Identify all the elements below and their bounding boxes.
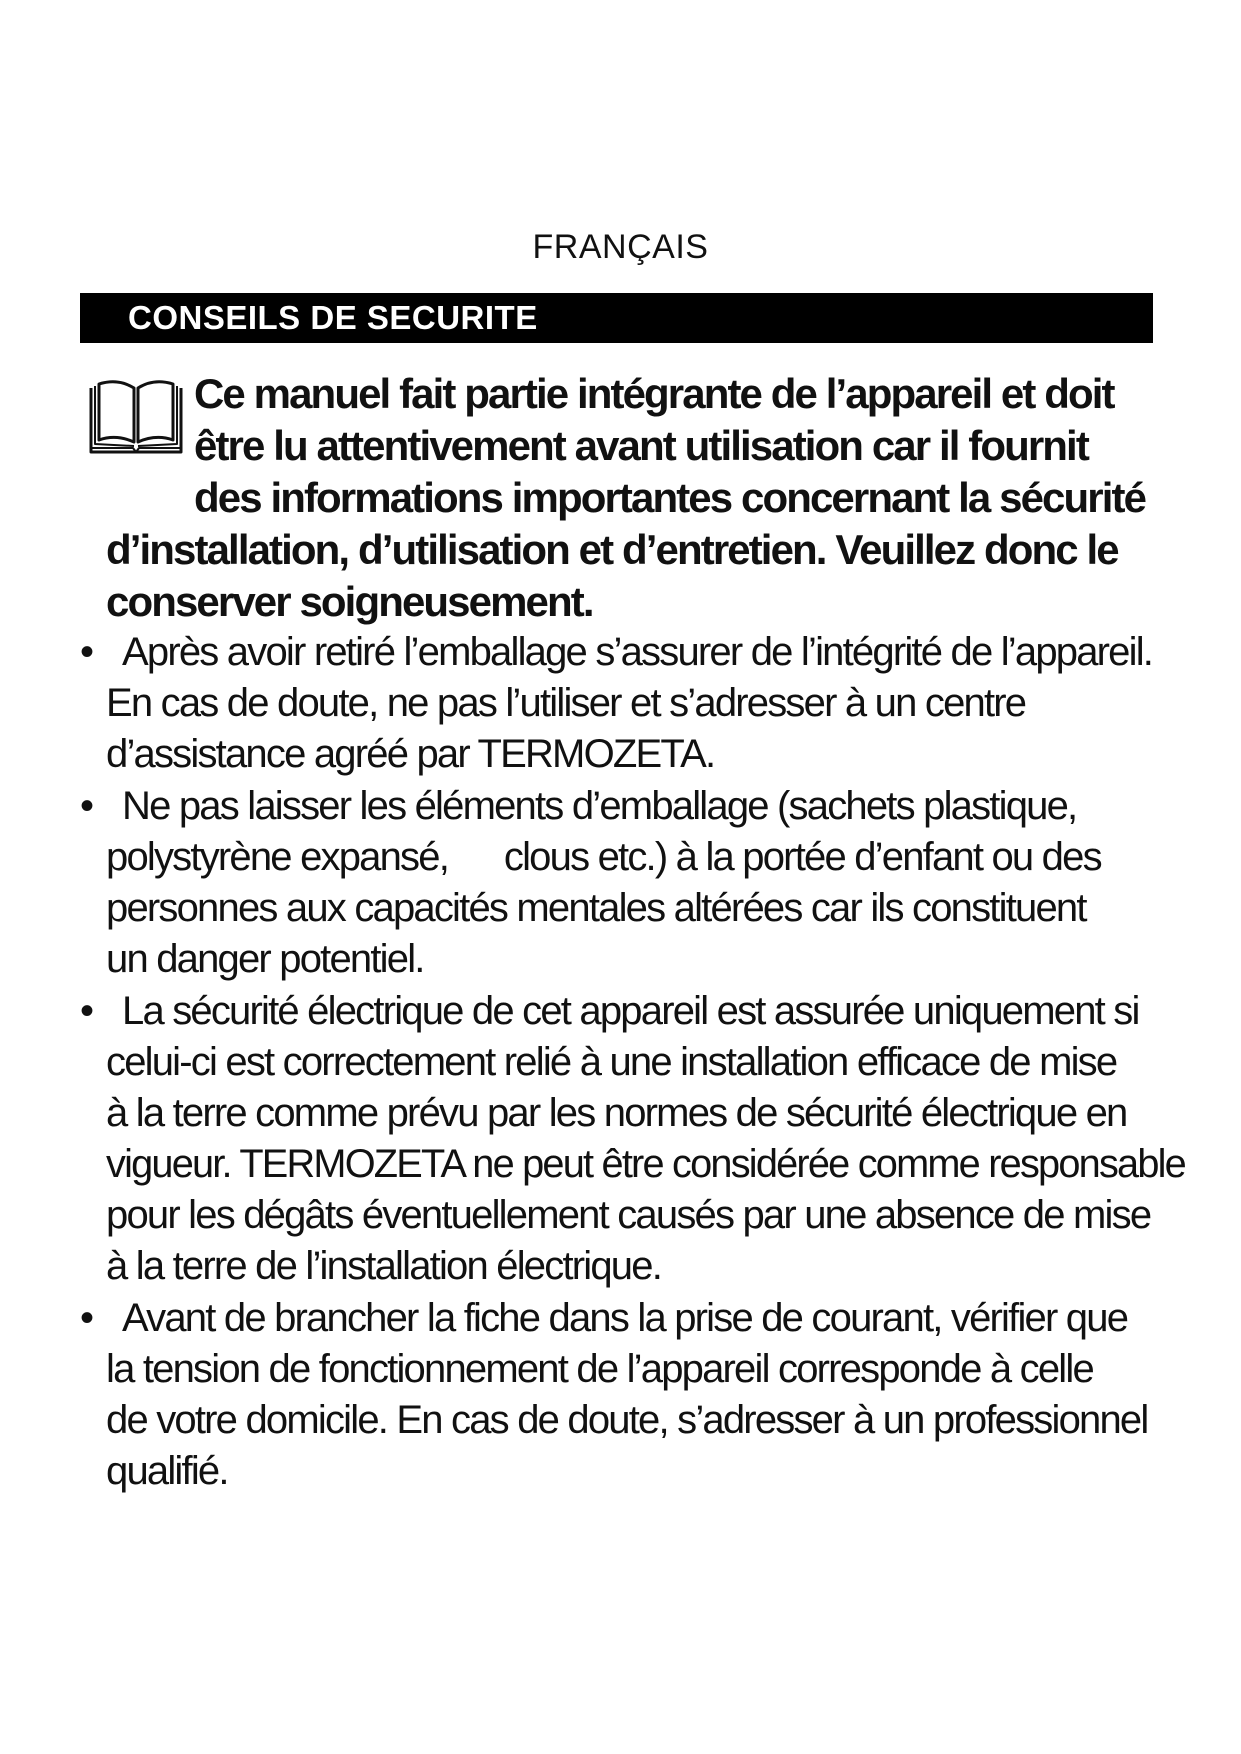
bullet-text-line: personnes aux capacités mentales altérées car ils constituent bbox=[106, 886, 1086, 930]
language-label: FRANÇAIS bbox=[532, 228, 709, 266]
bullet-text-line: un danger potentiel. bbox=[106, 937, 424, 981]
bullet-text-line: pour les dégâts éventuellement causés par une absence de mise bbox=[106, 1193, 1151, 1237]
bullet-text-line: Ne pas laisser les éléments d’emballage (sachets plastique, bbox=[122, 784, 1077, 828]
bullet-text-line: à la terre de l’installation électrique. bbox=[106, 1244, 662, 1288]
intro-line: conserver soigneusement. bbox=[106, 578, 593, 625]
bullet-text-line: En cas de doute, ne pas l’utiliser et s’adresser à un centre bbox=[106, 681, 1026, 725]
bullet-text-line: qualifié. bbox=[106, 1449, 228, 1493]
bullet-text-line: Après avoir retiré l’emballage s’assurer de l’intégrité de l’appareil. bbox=[122, 630, 1153, 674]
bullet-symbol: • bbox=[80, 1296, 95, 1340]
bullet-symbol: • bbox=[80, 989, 95, 1033]
bullet-text-line: de votre domicile. En cas de doute, s’adresser à un professionnel bbox=[106, 1398, 1148, 1442]
bullet-text-line: La sécurité électrique de cet appareil est assurée uniquement si bbox=[122, 989, 1139, 1033]
bullet-text-line: la tension de fonctionnement de l’appareil corresponde à celle bbox=[106, 1347, 1093, 1391]
book-icon bbox=[88, 376, 184, 456]
section-header-bar bbox=[80, 293, 1153, 343]
intro-line: des informations importantes concernant la sécurité bbox=[194, 474, 1146, 521]
intro-line: être lu attentivement avant utilisation car il fournit bbox=[194, 422, 1088, 469]
bullet-symbol: • bbox=[80, 784, 95, 828]
bullet-text-line: Avant de brancher la fiche dans la prise de courant, vérifier que bbox=[122, 1296, 1128, 1340]
bullet-text-line: d’assistance agréé par TERMOZETA. bbox=[106, 732, 715, 776]
intro-line: d’installation, d’utilisation et d’entretien. Veuillez donc le bbox=[106, 526, 1118, 573]
bullet-text-line: vigueur. TERMOZETA ne peut être considérée comme responsable bbox=[106, 1142, 1185, 1186]
section-title: CONSEILS DE SECURITE bbox=[128, 299, 538, 336]
bullet-text-line: celui-ci est correctement relié à une installation efficace de mise bbox=[106, 1040, 1117, 1084]
bullet-text-line: à la terre comme prévu par les normes de sécurité électrique en bbox=[106, 1091, 1127, 1135]
intro-line: Ce manuel fait partie intégrante de l’appareil et doit bbox=[194, 370, 1114, 417]
bullet-text-line: polystyrène expansé, clous etc.) à la portée d’enfant ou des bbox=[106, 835, 1101, 879]
bullet-symbol: • bbox=[80, 630, 95, 674]
